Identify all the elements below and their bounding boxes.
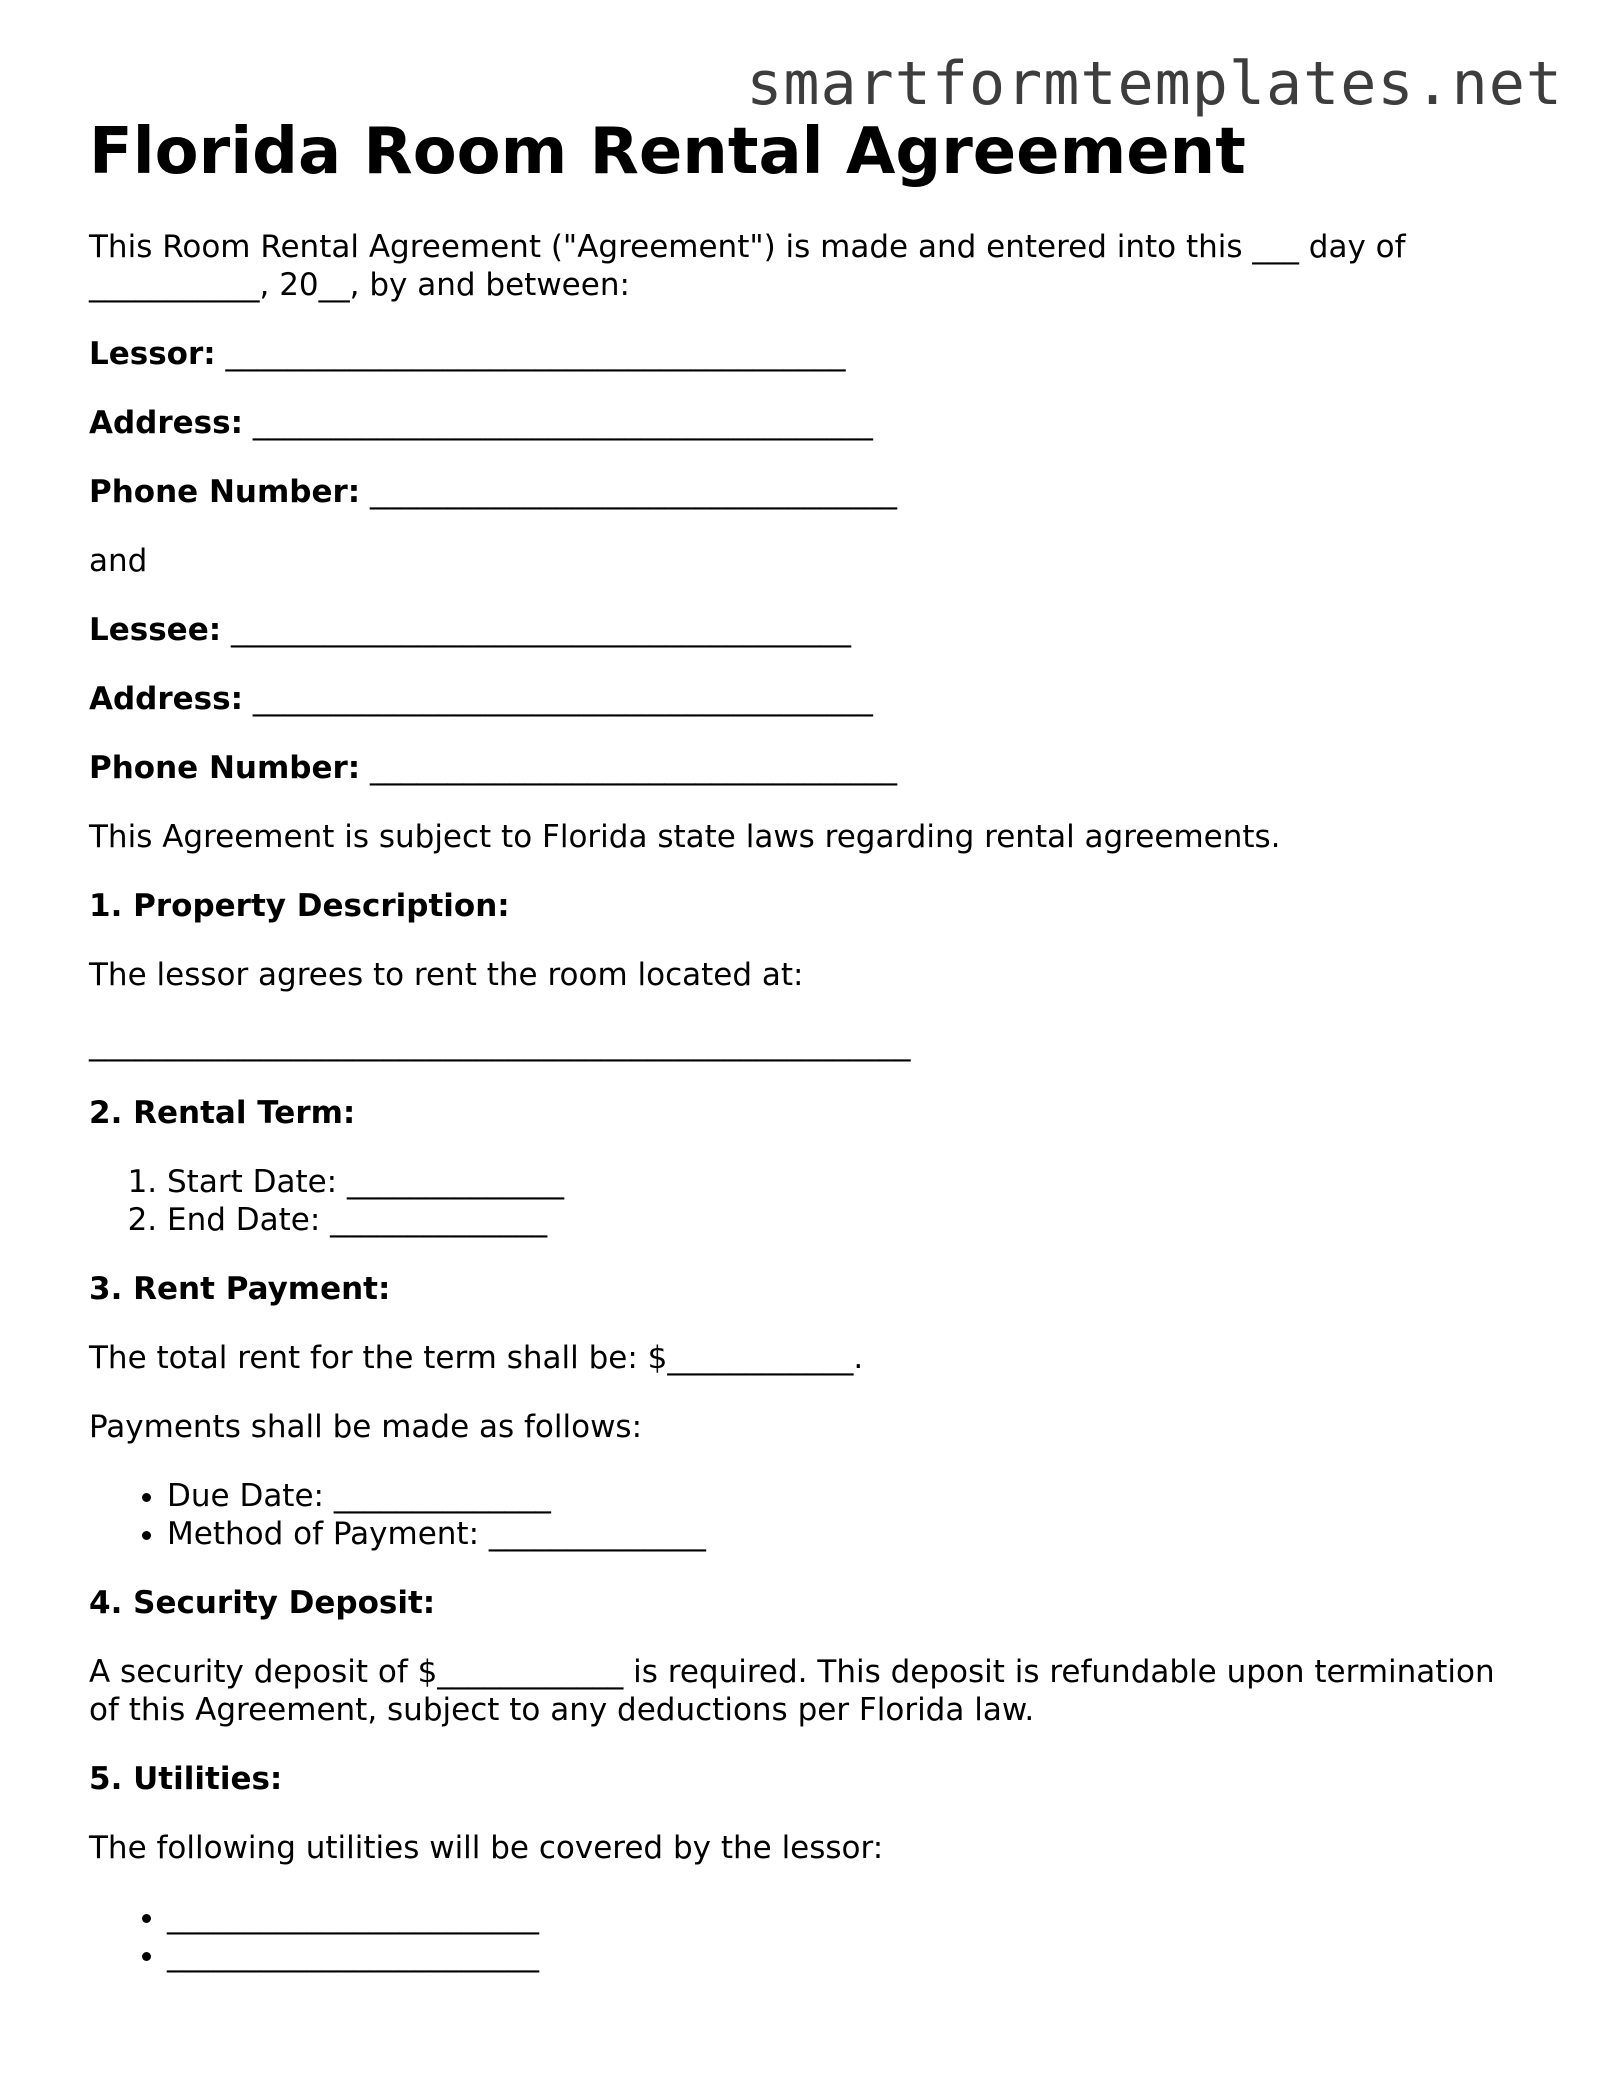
lessor-address-blank: ________________________________________: [243, 405, 873, 441]
deposit-text: A security deposit of $____________ is required. This deposit is refundable upon termination of this Agreement, subject to any deductions per Florida law.: [89, 1654, 1505, 1728]
section-heading-utilities: 5. Utilities:: [89, 1761, 283, 1797]
lessor-phone-line: [89, 473, 1529, 511]
lessee-name-label: Lessee:: [89, 612, 222, 648]
section-heading-rent: 3. Rent Payment:: [89, 1271, 391, 1307]
property-address-blank: _____________________________________________________: [89, 1026, 911, 1062]
lessor-name-label: Lessor:: [89, 336, 216, 372]
section-heading-deposit: 4. Security Deposit:: [89, 1585, 436, 1621]
governing-law-text: This Agreement is subject to Florida state laws regarding rental agreements.: [89, 819, 1281, 855]
rental-term-list: [89, 1163, 1529, 1239]
list-item-payment-method: • Method of Payment: ______________: [167, 1515, 1529, 1553]
property-text: The lessor agrees to rent the room located at:: [89, 957, 804, 993]
lessor-address-label: Address:: [89, 405, 243, 441]
rent-payment-intro: Payments shall be made as follows:: [89, 1409, 643, 1445]
utilities-text: The following utilities will be covered by the lessor:: [89, 1830, 884, 1866]
lessor-address-line: [89, 404, 1529, 442]
lessee-name-line: [89, 611, 1529, 649]
lessee-phone-label: Phone Number:: [89, 750, 361, 786]
section-heading-property: 1. Property Description:: [89, 888, 510, 924]
utilities-list: [89, 1898, 1529, 1974]
rent-total-text: The total rent for the term shall be: $____________.: [89, 1340, 864, 1376]
document-body: [89, 228, 1529, 2005]
lessor-phone-blank: __________________________________: [360, 474, 898, 510]
lessee-address-line: [89, 680, 1529, 718]
intro-paragraph: This Room Rental Agreement ("Agreement") is made and entered into this ___ day of ___________, 20__, by and between:: [89, 229, 1416, 303]
and-text: and: [89, 543, 148, 579]
list-item-due-date: • Due Date: ______________: [167, 1477, 1529, 1515]
lessee-address-blank: ________________________________________: [243, 681, 873, 717]
list-item-utility-2: • ________________________: [167, 1936, 1529, 1974]
payment-list: [89, 1477, 1529, 1553]
lessor-phone-label: Phone Number:: [89, 474, 361, 510]
lessee-phone-blank: __________________________________: [360, 750, 898, 786]
list-item-end-date: 2. End Date: ______________: [167, 1201, 1529, 1239]
document-title: Florida Room Rental Agreement: [89, 115, 1246, 189]
lessee-phone-line: [89, 749, 1529, 787]
lessee-name-blank: ________________________________________: [221, 612, 851, 648]
lessee-address-label: Address:: [89, 681, 243, 717]
lessor-name-line: [89, 335, 1529, 373]
watermark-text: smartformtemplates.net: [746, 49, 1563, 119]
lessor-name-blank: ________________________________________: [215, 336, 846, 372]
list-item-utility-1: • ________________________: [167, 1898, 1529, 1936]
section-heading-term: 2. Rental Term:: [89, 1095, 356, 1131]
list-item-start-date: 1. Start Date: ______________: [167, 1163, 1529, 1201]
